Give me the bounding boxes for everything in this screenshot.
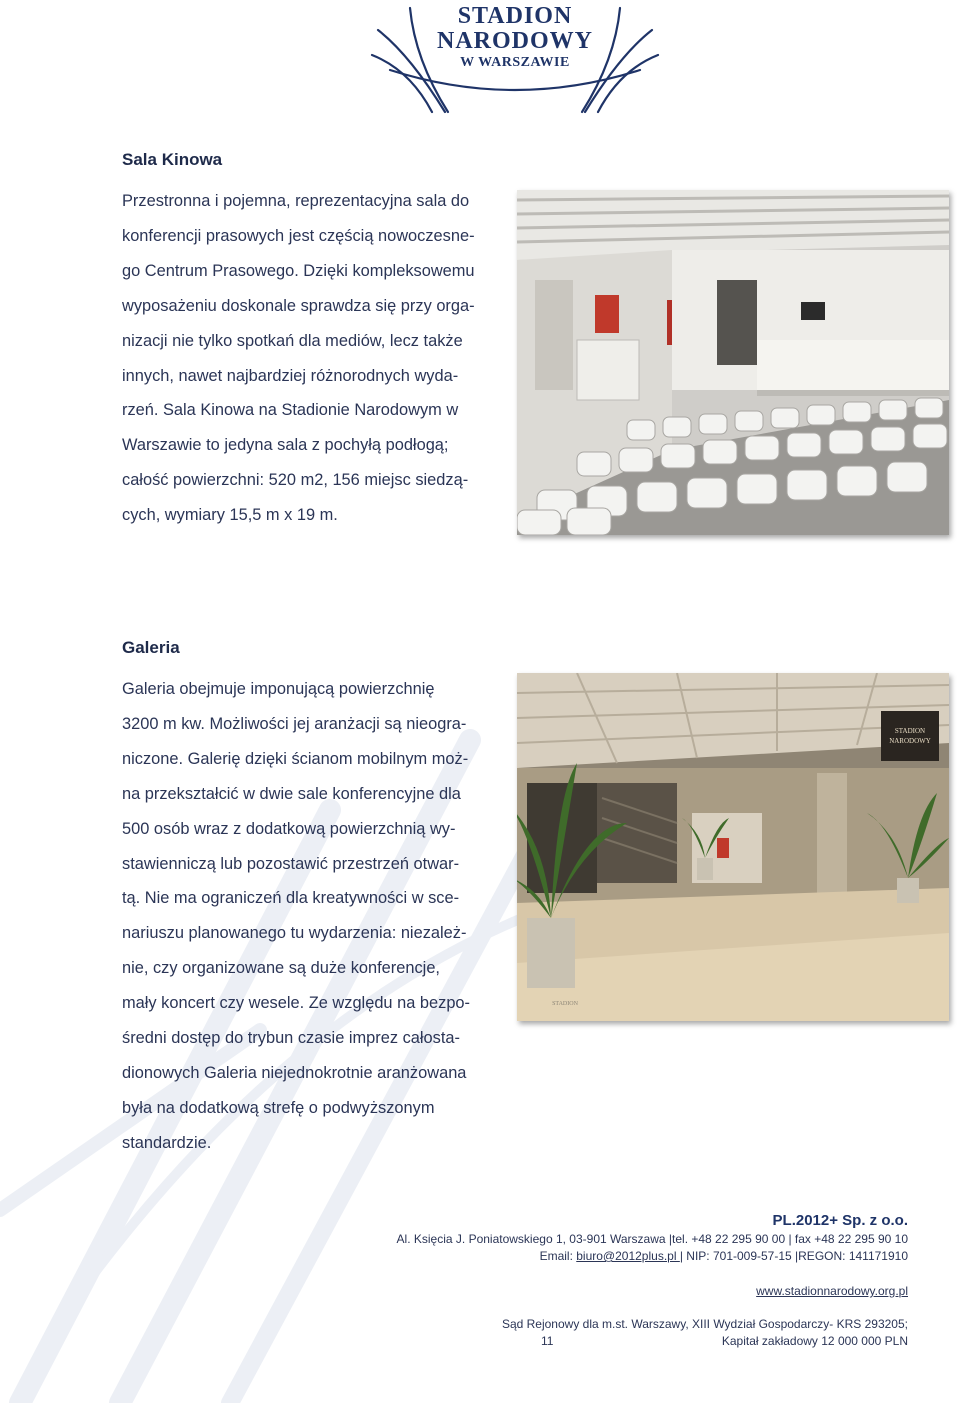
footer-email-label: Email: bbox=[539, 1249, 577, 1263]
logo-text-narodowy: NARODOWY bbox=[437, 28, 593, 54]
footer-company-name: PL.2012+ Sp. z o.o. bbox=[772, 1212, 908, 1229]
paragraph-line: stawienniczą lub pozostawić przestrzeń otwar- bbox=[122, 854, 460, 873]
footer-contact-line bbox=[540, 1249, 908, 1263]
paragraph-line: 3200 m kw. Możliwości jej aranżacji są nieogra- bbox=[122, 714, 467, 733]
sign-text-stadion: STADION bbox=[894, 727, 926, 735]
paragraph-line: cych, wymiary 15,5 m x 19 m. bbox=[122, 506, 338, 525]
photo-sala-kinowa bbox=[517, 190, 949, 535]
section-sala-kinowa bbox=[122, 150, 505, 533]
logo-text-w-warszawie: W WARSZAWIE bbox=[460, 55, 570, 70]
footer-nip-regon: | NIP: 701-009-57-15 |REGON: 141171910 bbox=[679, 1249, 908, 1263]
paragraph-line: Galeria obejmuje imponującą powierzchnię bbox=[122, 680, 435, 698]
paragraph-line: konferencji prasowych jest częścią nowoczesne- bbox=[122, 226, 475, 245]
paragraph-line: mały koncert czy wesele. Ze względu na bezpo- bbox=[122, 994, 471, 1013]
section-galeria bbox=[122, 638, 505, 1161]
footer-share-capital: Kapitał zakładowy 12 000 000 PLN bbox=[721, 1334, 908, 1348]
paragraph-line: nizacji nie tylko spotkań dla mediów, lecz także bbox=[122, 331, 463, 350]
paragraph-line: Warszawie to jedyna sala z pochyłą podłogą; bbox=[122, 436, 449, 455]
paragraph-line: standardzie. bbox=[122, 1133, 212, 1152]
footer-address: Al. Księcia J. Poniatowskiego 1, 03-901 Warszawa |tel. +48 22 295 90 00 | fax +48 22 295 90 10 bbox=[396, 1232, 908, 1246]
paragraph-line: 500 osób wraz z dodatkową powierzchnią wy- bbox=[122, 819, 456, 838]
stadion-narodowy-logo bbox=[370, 0, 660, 115]
section-heading: Galeria bbox=[122, 638, 180, 657]
paragraph-line: niczone. Galerię dzięki ścianom mobilnym moż- bbox=[122, 749, 469, 768]
paragraph-line: rzeń. Sala Kinowa na Stadionie Narodowym w bbox=[122, 401, 459, 420]
paragraph-line: na przekształcić w dwie sale konferencyjne dla bbox=[122, 784, 461, 803]
paragraph-line: nie, czy organizowane są duże konferencje, bbox=[122, 959, 440, 978]
paragraph-line: dionowych Galeria niejednokrotnie aranżowana bbox=[122, 1063, 467, 1082]
footer-court-registration: Sąd Rejonowy dla m.st. Warszawy, XIII Wydział Gospodarczy- KRS 293205; bbox=[501, 1317, 908, 1331]
paragraph-line: nariuszu planowanego tu wydarzenia: niezależ- bbox=[122, 924, 467, 943]
sign-text-narodowy: NARODOWY bbox=[889, 737, 931, 745]
paragraph-line: Przestronna i pojemna, reprezentacyjna sala do bbox=[122, 192, 470, 210]
paragraph-line: innych, nawet najbardziej różnorodnych wyda- bbox=[122, 366, 459, 385]
section-heading: Sala Kinowa bbox=[122, 150, 223, 169]
paragraph-line: średni dostęp do trybun czasie imprez całosta- bbox=[122, 1029, 460, 1048]
footer-website-link[interactable]: www.stadionnarodowy.org.pl bbox=[756, 1284, 908, 1298]
logo-text-stadion: STADION bbox=[457, 3, 573, 29]
paragraph-line: tą. Nie ma ograniczeń dla kreatywności w sce- bbox=[122, 889, 460, 908]
planter-logo-text: STADION bbox=[552, 1001, 578, 1007]
page-number: 11 bbox=[541, 1334, 554, 1348]
photo-galeria bbox=[517, 673, 949, 1021]
paragraph-line: wyposażeniu doskonale sprawdza się przy orga- bbox=[122, 296, 475, 315]
paragraph-line: całość powierzchni: 520 m2, 156 miejsc siedzą- bbox=[122, 471, 469, 490]
paragraph-line: była na dodatkową strefę o podwyższonym bbox=[122, 1098, 435, 1117]
paragraph-line: go Centrum Prasowego. Dzięki kompleksowemu bbox=[122, 261, 475, 280]
footer-email-link[interactable]: biuro@2012plus.pl bbox=[576, 1249, 680, 1263]
